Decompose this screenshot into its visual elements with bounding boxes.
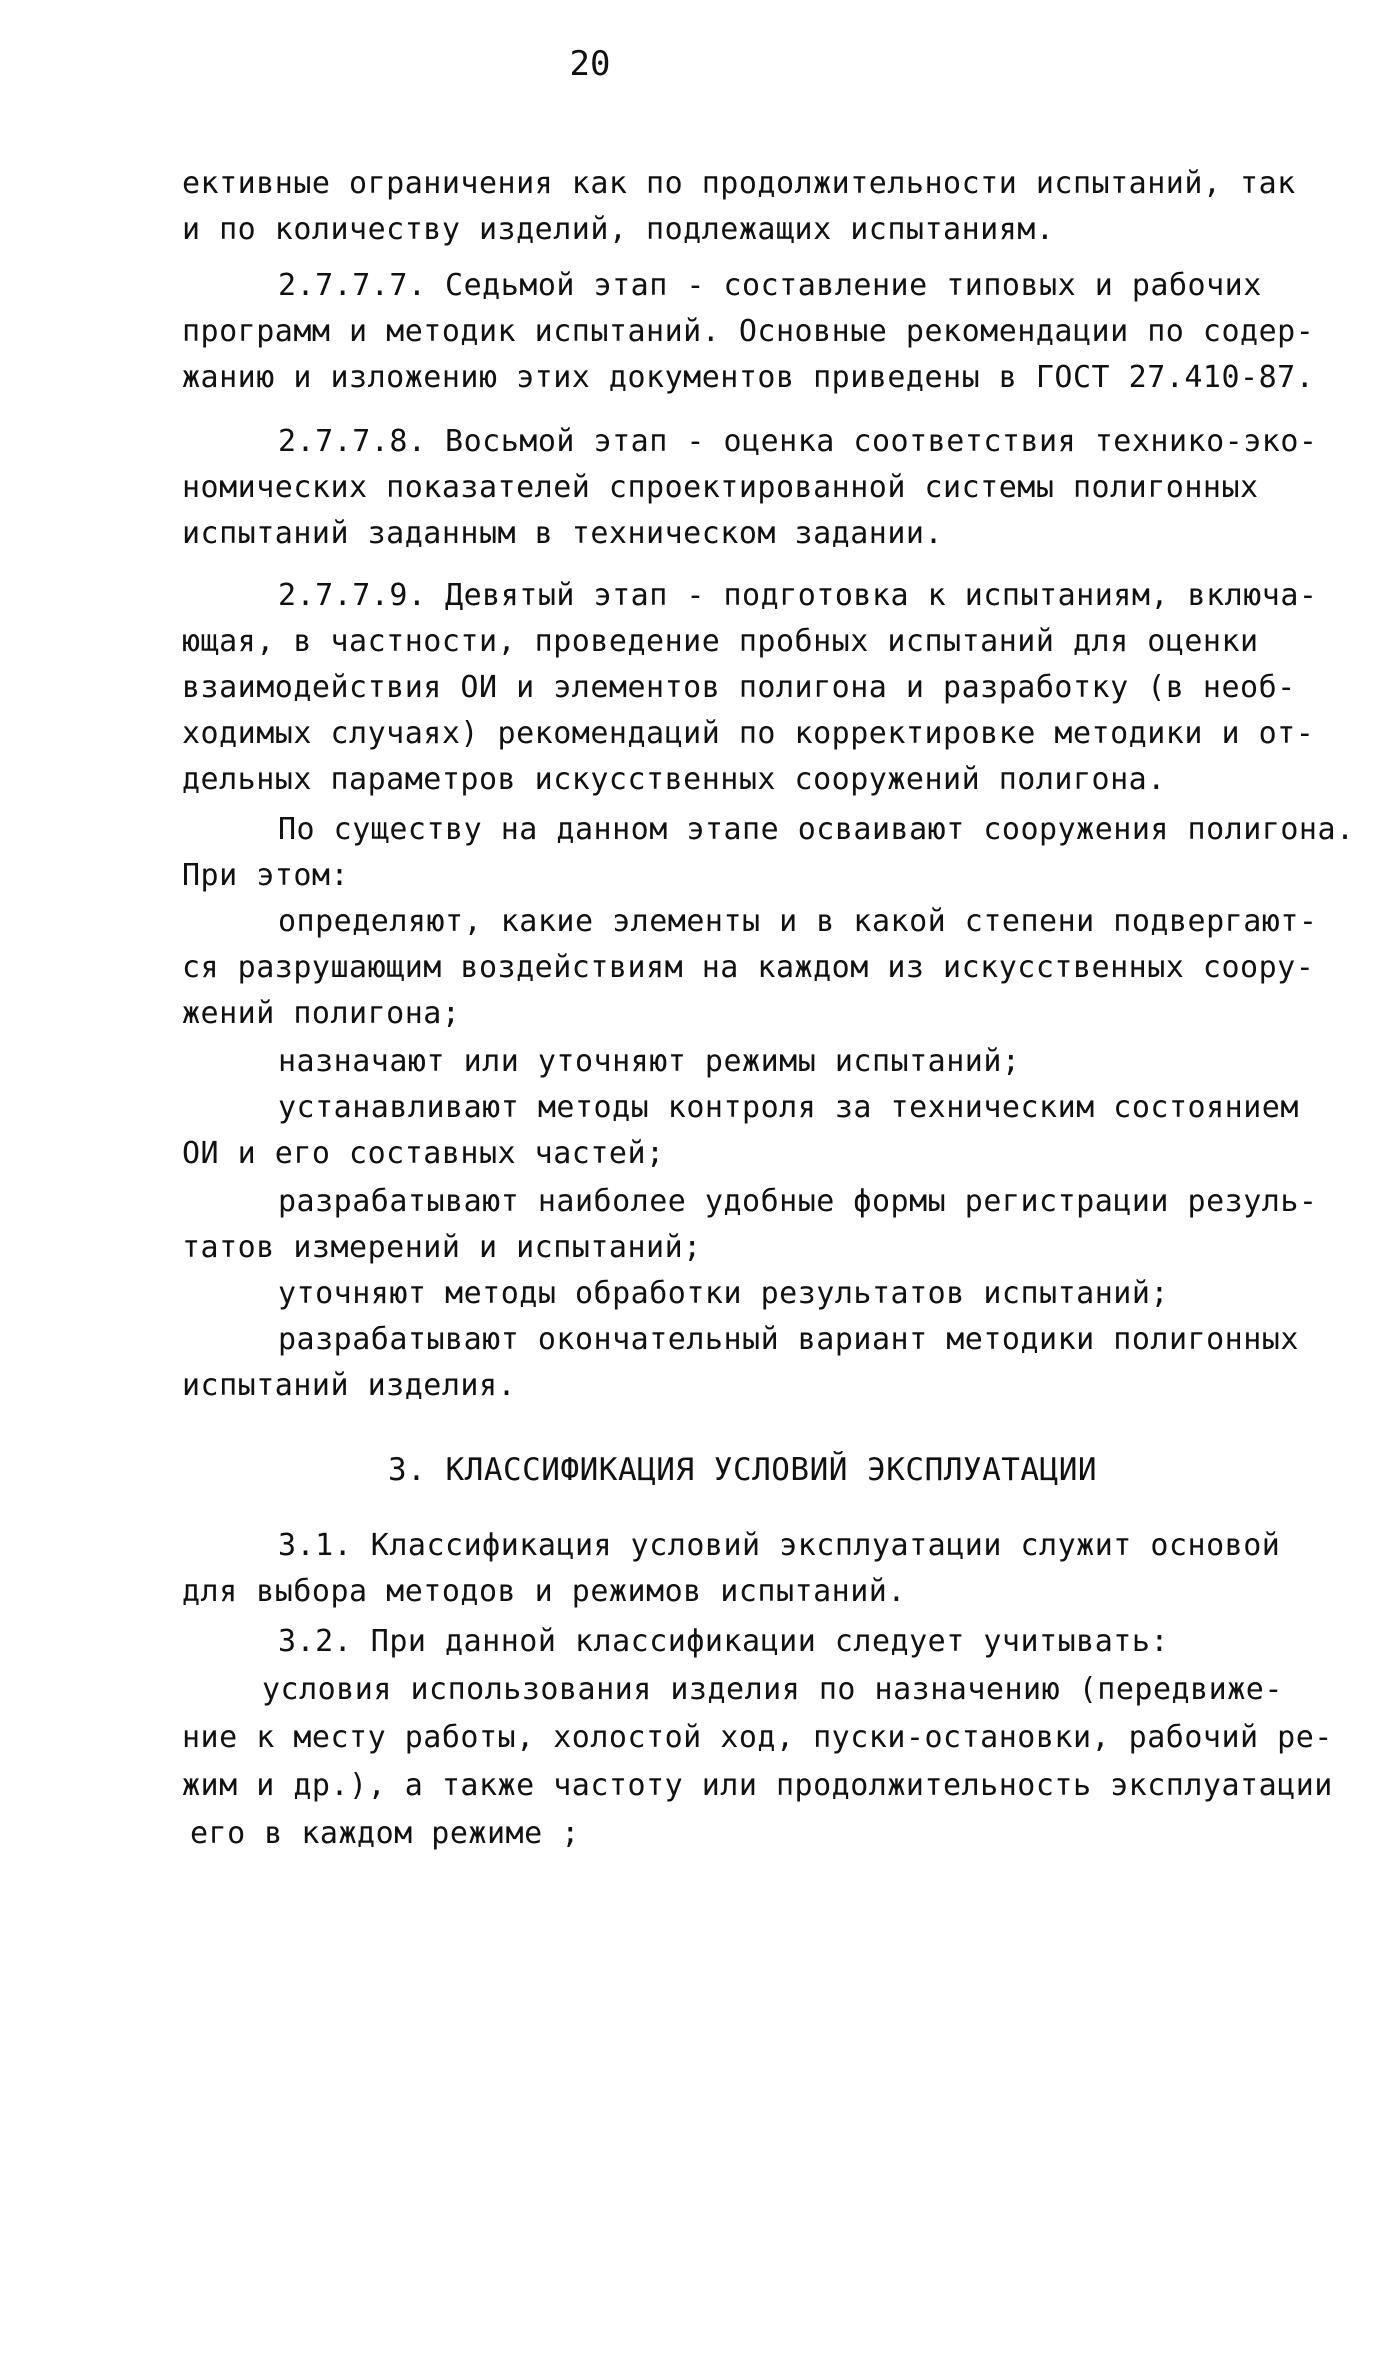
text-line: 3.1. Классификация условий эксплуатации служит основой [278,1528,1281,1563]
text-line: номических показателей спроектированной системы полигонных [182,470,1259,505]
section-heading: 3. КЛАССИФИКАЦИЯ УСЛОВИЙ ЭКСПЛУАТАЦИИ [388,1452,1098,1488]
text-line: ющая, в частности, проведение пробных испытаний для оценки [182,624,1259,659]
text-line: По существу на данном этапе осваивают сооружения полигона. [278,812,1355,847]
text-line: уточняют методы обработки результатов испытаний; [278,1276,1169,1311]
text-line: 2.7.7.7. Седьмой этап - составление типовых и рабочих [278,268,1262,303]
text-line: При этом: [182,858,350,893]
text-line: для выбора методов и режимов испытаний. [182,1574,906,1609]
text-line: испытаний изделия. [182,1368,517,1403]
text-line: программ и методик испытаний. Основные рекомендации по содер- [182,314,1315,349]
text-line: 2.7.7.9. Девятый этап - подготовка к испытаниям, включа- [278,578,1318,613]
text-line: его в каждом режиме ; [190,1816,580,1851]
text-line: определяют, какие элементы и в какой степени подвергают- [278,904,1318,939]
text-line: назначают или уточняют режимы испытаний; [278,1044,1021,1079]
text-line: ние к месту работы, холостой ход, пуски-остановки, рабочий ре- [182,1720,1333,1755]
text-line: разрабатывают окончательный вариант методики полигонных [278,1322,1299,1357]
text-line: устанавливают методы контроля за техническим состоянием [278,1090,1299,1125]
text-line: жанию и изложению этих документов приведены в ГОСТ 27.410-87. [182,360,1315,395]
text-line: разрабатывают наиболее удобные формы регистрации резуль- [278,1184,1318,1219]
text-line: и по количеству изделий, подлежащих испытаниям. [182,212,1055,247]
text-line: ективные ограничения как по продолжительности испытаний, так [182,166,1296,201]
text-line: ОИ и его составных частей; [182,1136,665,1171]
page-number: 20 [569,44,611,84]
text-line: дельных параметров искусственных сооружений полигона. [182,762,1166,797]
text-line: ся разрушающим воздействиям на каждом из искусственных соору- [182,950,1315,985]
text-line: ходимых случаях) рекомендаций по корректировке методики и от- [182,716,1315,751]
text-line: татов измерений и испытаний; [182,1230,702,1265]
text-line: жений полигона; [182,996,461,1031]
text-line: взаимодействия ОИ и элементов полигона и разработку (в необ- [182,670,1296,705]
text-line: испытаний заданным в техническом задании. [182,516,944,551]
text-line: 3.2. При данной классификации следует учитывать: [278,1624,1169,1659]
text-line: жим и др.), а также частоту или продолжительность эксплуатации [182,1768,1333,1803]
text-line: 2.7.7.8. Восьмой этап - оценка соответствия технико-эко- [278,424,1318,459]
text-line: условия использования изделия по назначению (передвиже- [262,1672,1283,1707]
